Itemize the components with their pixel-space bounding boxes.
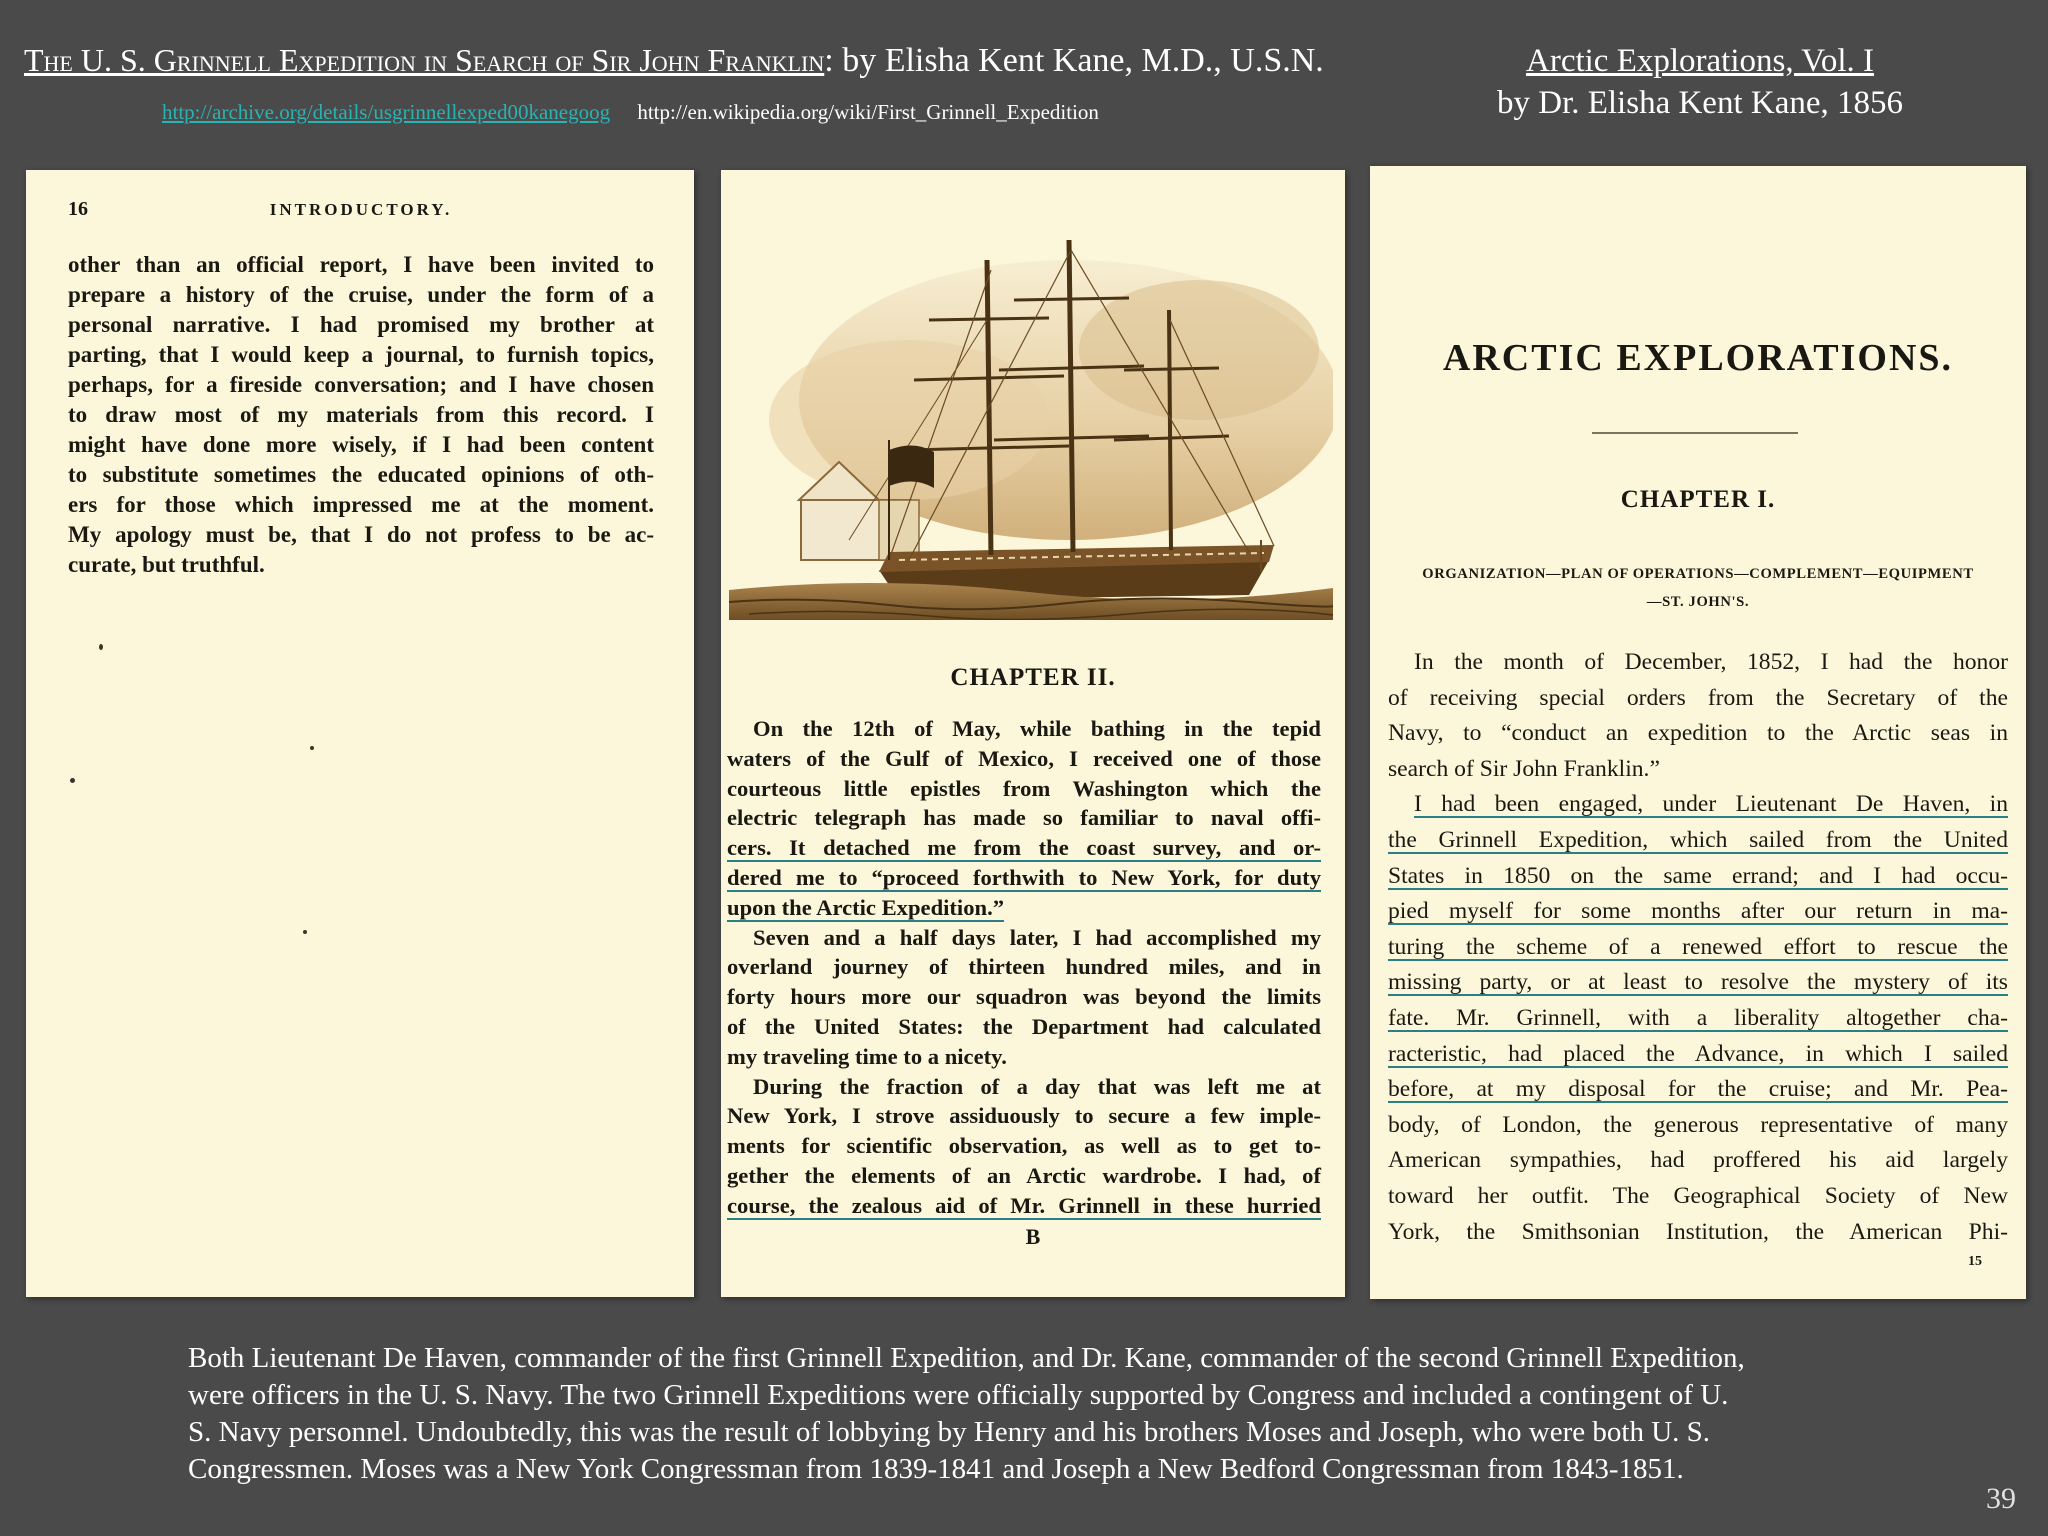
page-number: 16 [68, 198, 88, 220]
caption-line: Both Lieutenant De Haven, commander of the first Grinnell Expedition, and Dr. Kane, commander of the second Grinnell Expedition, [188, 1342, 1745, 1374]
highlighted-line: fate. Mr. Grinnell, with a liberality altogether cha- [1388, 1004, 2008, 1031]
summary-line: —ST. JOHN'S. [1646, 594, 1750, 610]
highlighted-line: the Grinnell Expedition, which sailed from the United [1388, 826, 2008, 853]
chapter-heading: CHAPTER I. [1620, 486, 1776, 513]
text-line: to substitute sometimes the educated opinions of oth- [68, 462, 654, 487]
book-author: : by Elisha Kent Kane, M.D., U.S.N. [824, 42, 1324, 79]
text-line: waters of the Gulf of Mexico, I received one of those [727, 745, 1321, 771]
text-line: parting, that I would keep a journal, to furnish topics, [68, 342, 654, 367]
highlighted-line: dered me to “proceed forthwith to New York, for duty [727, 864, 1321, 890]
page-header [68, 198, 654, 220]
paper-speck [303, 930, 307, 934]
wikipedia-link-text: http://en.wikipedia.org/wiki/First_Grinnell_Expedition [637, 100, 1099, 124]
text-line: body, of London, the generous representative of many [1388, 1111, 2008, 1138]
text-line: Seven and a half days later, I had accomplished my [753, 924, 1321, 950]
text-line: perhaps, for a fireside conversation; and I have chosen [68, 372, 654, 397]
text-line: overland journey of thirteen hundred miles, and in [727, 954, 1321, 980]
highlighted-line: racteristic, had placed the Advance, in which I sailed [1388, 1040, 2008, 1067]
caption-line: Congressmen. Moses was a New York Congressman from 1839-1841 and Joseph a New Bedford Congressman from 1843-1851. [188, 1453, 1684, 1485]
slide-caption [188, 1340, 1888, 1488]
highlighted-line: before, at my disposal for the cruise; and Mr. Pea- [1388, 1076, 2008, 1103]
page-body-text [727, 714, 1321, 1221]
text-line: of the United States: the Department had calculated [727, 1013, 1321, 1039]
page-body-text [1388, 645, 2008, 1250]
summary-line: ORGANIZATION—PLAN OF OPERATIONS—COMPLEMENT—EQUIPMENT [1422, 566, 1974, 582]
highlighted-line: turing the scheme of a renewed effort to rescue the [1388, 933, 2008, 960]
text-line: my traveling time to a nicety. [727, 1043, 1007, 1069]
text-line: curate, but truthful. [68, 552, 265, 577]
book-page-15 [1370, 166, 2026, 1299]
text-line: courteous little epistles from Washington which the [727, 775, 1321, 801]
text-line: New York, I strove assiduously to secure a few imple- [727, 1103, 1321, 1129]
text-line: forty hours more our squadron was beyond the limits [727, 984, 1321, 1010]
paper-speck [70, 778, 75, 783]
text-line: My apology must be, that I do not profess to be ac- [68, 522, 654, 547]
text-line: During the fraction of a day that was left me at [753, 1073, 1321, 1099]
signature-mark: B [1025, 1224, 1041, 1249]
slide-number: 39 [1986, 1482, 2016, 1515]
citation-title: Arctic Explorations, Vol. I [1526, 43, 1874, 79]
page-body-text [68, 250, 654, 580]
slide-title [24, 42, 1324, 80]
highlighted-line: missing party, or at least to resolve the mystery of its [1388, 969, 2008, 996]
source-citation [1450, 40, 1950, 124]
highlighted-line: upon the Arctic Expedition.” [727, 894, 1005, 920]
archive-link[interactable]: http://archive.org/details/usgrinnellexped00kanegoog [162, 100, 611, 124]
book-page-chapter-ii [721, 170, 1345, 1297]
text-line: gether the elements of an Arctic wardrobe. I had, of [727, 1162, 1321, 1188]
text-line: American sympathies, had proffered his aid largely [1388, 1147, 2008, 1174]
highlighted-line: course, the zealous aid of Mr. Grinnell in these hurried [727, 1192, 1321, 1218]
text-line: of receiving special orders from the Secretary of the [1388, 684, 2008, 711]
text-line: might have done more wisely, if I had been content [68, 432, 654, 457]
citation-author: by Dr. Elisha Kent Kane, 1856 [1496, 85, 1903, 121]
paper-speck [99, 644, 103, 650]
highlighted-line: cers. It detached me from the coast survey, and or- [727, 835, 1321, 861]
title-rule [1592, 432, 1798, 434]
source-links [162, 100, 1099, 125]
highlighted-line: pied myself for some months after our return in ma- [1388, 898, 2008, 925]
text-line: electric telegraph has made so familiar to naval offi- [727, 805, 1321, 831]
page-number: 15 [1968, 1254, 1982, 1269]
text-line: prepare a history of the cruise, under the form of a [68, 282, 654, 307]
highlighted-line: States in 1850 on the same errand; and I had occu- [1388, 862, 2008, 889]
ship-engraving [729, 200, 1333, 620]
book-page-16 [26, 170, 694, 1297]
chapter-heading: CHAPTER II. [950, 664, 1116, 691]
text-line: Navy, to “conduct an expedition to the Arctic seas in [1388, 720, 2008, 747]
book-title-heading: ARCTIC EXPLORATIONS. [1442, 337, 1954, 379]
text-line: other than an official report, I have been invited to [68, 252, 654, 277]
book-title: The U. S. Grinnell Expedition in Search of Sir John Franklin [24, 42, 825, 78]
text-line: search of Sir John Franklin.” [1388, 755, 1660, 782]
running-head: INTRODUCTORY. [269, 200, 453, 219]
text-line: toward her outfit. The Geographical Society of New [1388, 1182, 2008, 1209]
highlighted-line: I had been engaged, under Lieutenant De Haven, in [1414, 791, 2008, 818]
text-line: ers for those which impressed me at the moment. [68, 492, 654, 517]
text-line: personal narrative. I had promised my brother at [68, 312, 654, 337]
caption-line: were officers in the U. S. Navy. The two Grinnell Expeditions were officially supported by Congress and included a contingent of U. [188, 1379, 1729, 1411]
text-line: York, the Smithsonian Institution, the American Phi- [1388, 1218, 2008, 1245]
text-line: In the month of December, 1852, I had the honor [1414, 649, 2008, 675]
chapter-summary [1388, 560, 2008, 616]
caption-line: S. Navy personnel. Undoubtedly, this was the result of lobbying by Henry and his brothers Moses and Joseph, who were both U. S. [188, 1416, 1711, 1448]
text-line: ments for scientific observation, as well as to get to- [727, 1133, 1321, 1159]
text-line: On the 12th of May, while bathing in the tepid [753, 716, 1321, 741]
text-line: to draw most of my materials from this record. I [68, 402, 654, 427]
paper-speck [310, 746, 314, 750]
